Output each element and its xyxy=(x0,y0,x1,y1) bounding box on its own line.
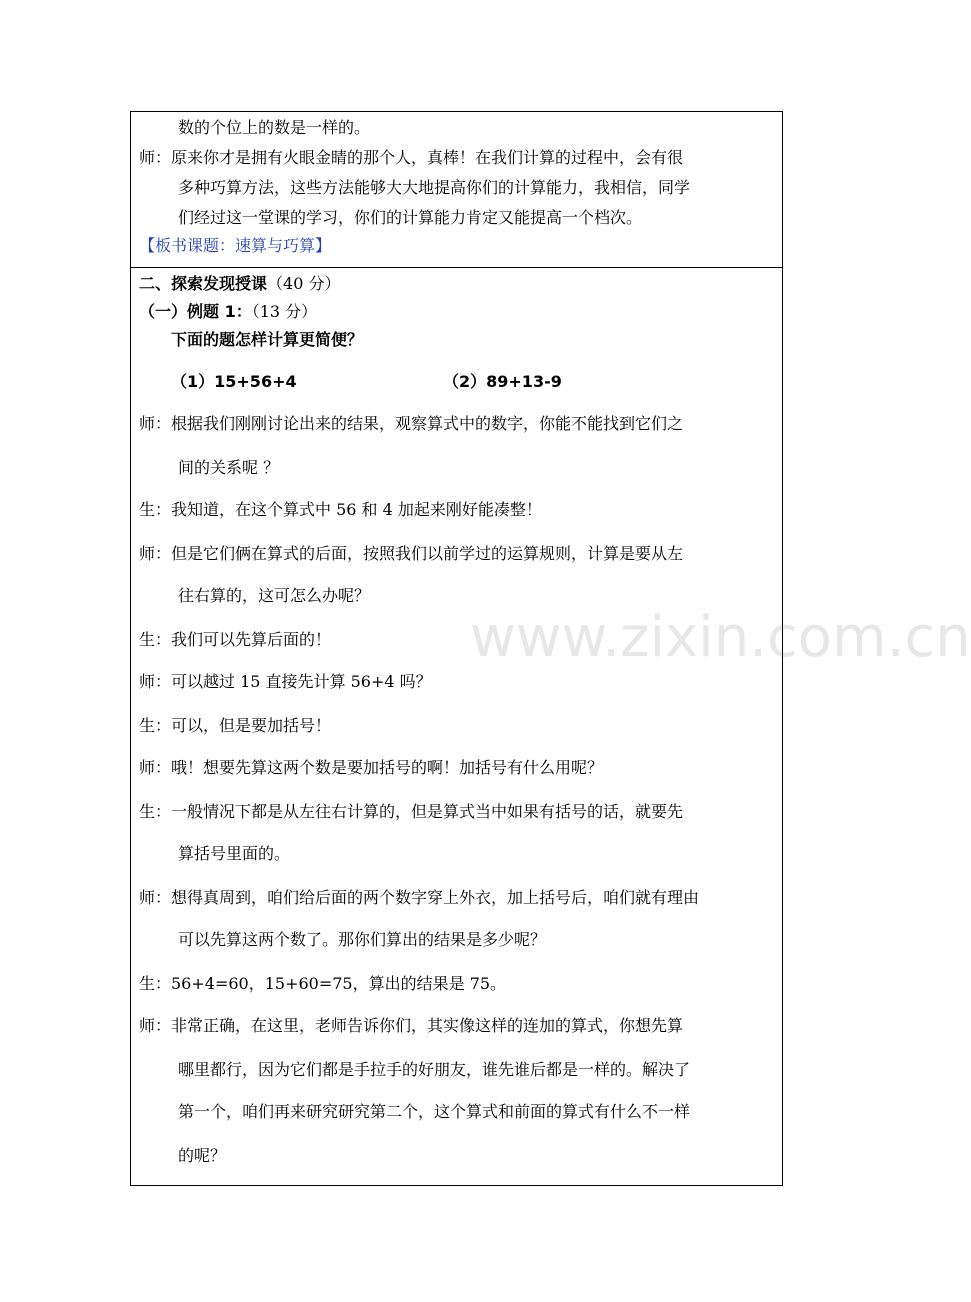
problem-2: （2）89+13-9 xyxy=(443,372,562,391)
problem-1: （1）15+56+4 xyxy=(171,372,297,391)
dialogue-line: 师：哦！想要先算这两个数是要加括号的啊！加括号有什么用呢？ xyxy=(139,758,604,777)
dialogue-line: 师：根据我们刚刚讨论出来的结果，观察算式中的数字，你能不能找到它们之 xyxy=(139,414,684,433)
section-heading-time: （40 分） xyxy=(267,274,341,293)
dialogue-line: 生：一般情况下都是从左往右计算的，但是算式当中如果有括号的话，就要先 xyxy=(139,802,684,821)
board-title: 【板书课题：速算与巧算】 xyxy=(139,236,332,255)
text-line: 数的个位上的数是一样的。 xyxy=(178,118,371,137)
dialogue-line: 师：非常正确，在这里，老师告诉你们，其实像这样的连加的算式，你想先算 xyxy=(139,1016,684,1035)
section-heading-label: 二、探索发现授课 xyxy=(139,274,268,293)
section-heading xyxy=(139,274,340,294)
dialogue-line: 师：但是它们俩在算式的后面，按照我们以前学过的运算规则，计算是要从左 xyxy=(139,544,684,563)
dialogue-line: 生：56+4=60，15+60=75，算出的结果是 75。 xyxy=(139,974,507,993)
dialogue-line: 生：我们可以先算后面的！ xyxy=(139,630,332,649)
dialogue-line: 生：可以，但是要加括号！ xyxy=(139,716,332,735)
subsection-heading-time: （13 分） xyxy=(251,302,318,321)
dialogue-line: 师：想得真周到，咱们给后面的两个数字穿上外衣，加上括号后，咱们就有理由 xyxy=(139,888,700,907)
text-line: 师：原来你才是拥有火眼金睛的那个人，真棒！在我们计算的过程中，会有很 xyxy=(139,148,684,167)
dialogue-line: 往右算的，这可怎么办呢？ xyxy=(178,586,371,605)
watermark: www.zixin.com.cn xyxy=(470,605,971,670)
row-divider xyxy=(131,267,782,268)
dialogue-line: 间的关系呢 ？ xyxy=(178,458,280,477)
dialogue-line: 算括号里面的。 xyxy=(178,844,291,863)
text-line: 多种巧算方法，这些方法能够大大地提高你们的计算能力，我相信，同学 xyxy=(178,178,691,197)
subsection-heading-label: （一）例题 1： xyxy=(139,302,252,321)
text-line: 们经过这一堂课的学习，你们的计算能力肯定又能提高一个档次。 xyxy=(178,208,643,227)
dialogue-line: 生：我知道，在这个算式中 56 和 4 加起来刚好能凑整！ xyxy=(139,500,542,519)
subsection-heading xyxy=(139,302,317,322)
dialogue-line: 的呢？ xyxy=(178,1146,227,1165)
question-text: 下面的题怎样计算更简便？ xyxy=(171,330,364,349)
dialogue-line: 可以先算这两个数了。那你们算出的结果是多少呢？ xyxy=(178,930,547,949)
dialogue-line: 哪里都行，因为它们都是手拉手的好朋友，谁先谁后都是一样的。解决了 xyxy=(178,1060,691,1079)
dialogue-line: 第一个，咱们再来研究研究第二个，这个算式和前面的算式有什么不一样 xyxy=(178,1102,691,1121)
dialogue-line: 师：可以越过 15 直接先计算 56+4 吗？ xyxy=(139,672,432,691)
